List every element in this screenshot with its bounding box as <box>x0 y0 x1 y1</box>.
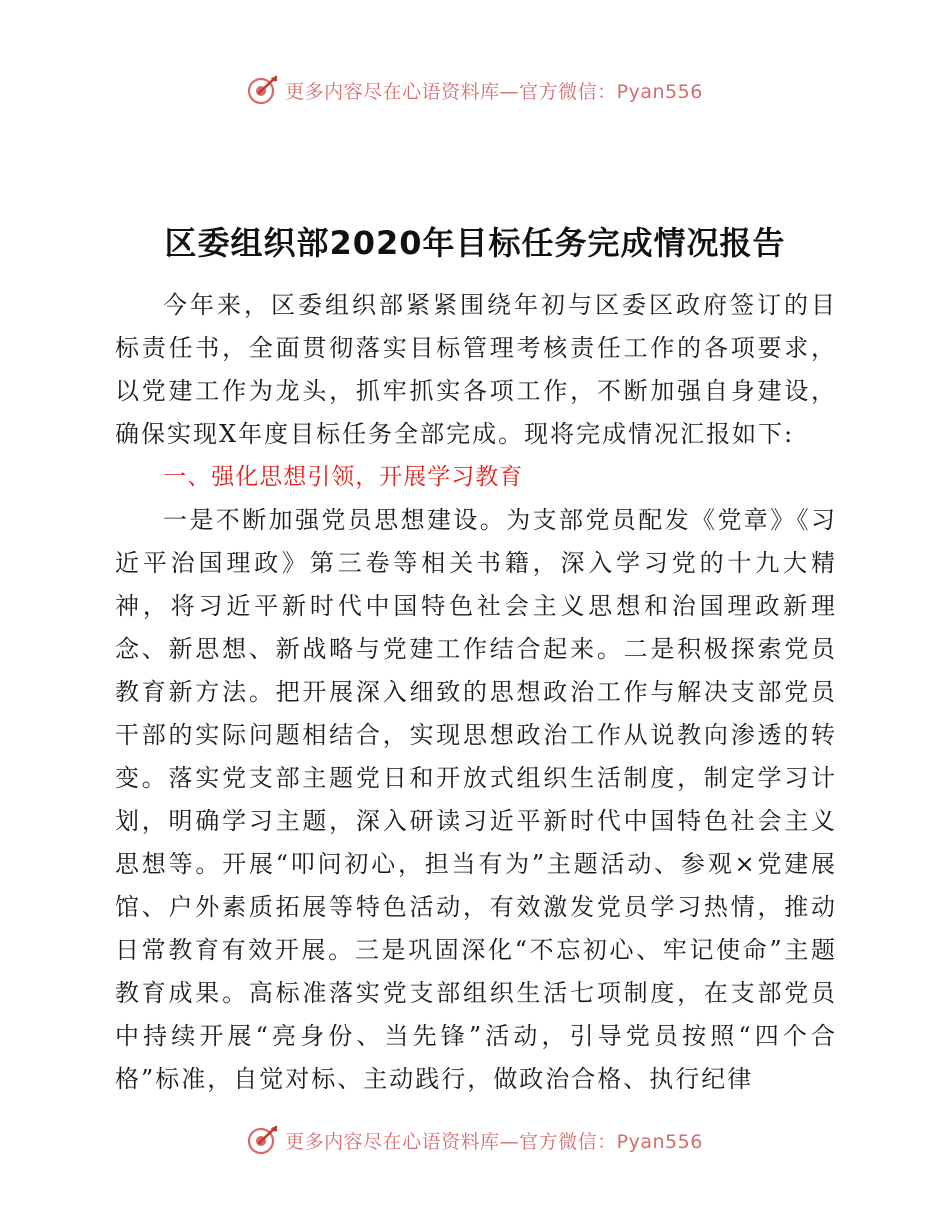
watermark-text: 更多内容尽在心语资料库—官方微信：Pyan556 <box>285 1130 703 1153</box>
section-heading: 一、强化思想引领，开展学习教育 <box>163 464 524 490</box>
intro-paragraph: 今年来，区委组织部紧紧围绕年初与区委区政府签订的目标责任书，全面贯彻落实目标管理考核责任工作的各项要求，以党建工作为龙头，抓牢抓实各项工作，不断加强自身建设，确保实现X年度目标任务全部完成。现将完成情况汇报如下: <box>115 291 837 448</box>
document-body <box>115 284 837 1101</box>
watermark-text: 更多内容尽在心语资料库—官方微信：Pyan556 <box>285 80 703 103</box>
feather-quill-icon <box>247 1124 279 1156</box>
section-paragraph: 一是不断加强党员思想建设。为支部党员配发《党章》《习近平治国理政》第三卷等相关书籍，深入学习党的十九大精神，将习近平新时代中国特色社会主义思想和治国理政新理念、新思想、新战略与党建工作结合起来。二是积极探索党员教育新方法。把开展深入细致的思想政治工作与解决支部党员干部的实际问题相结合，实现思想政治工作从说教向渗透的转变。落实党支部主题党日和开放式组织生活制度，制定学习计划，明确学习主题，深入研读习近平新时代中国特色社会主义思想等。开展“叩问初心，担当有为”主题活动、参观×党建展馆、户外素质拓展等特色活动，有效激发党员学习热情，推动日常教育有效开展。三是巩固深化“不忘初心、牢记使命”主题教育成果。高标准落实党支部组织生活七项制度，在支部党员中持续开展“亮身份、当先锋”活动，引导党员按照“四个合格”标准，自觉对标、主动践行，做政治合格、执行纪律 <box>115 506 837 1093</box>
feather-quill-icon <box>247 74 279 106</box>
header-watermark-banner <box>0 70 950 110</box>
document-title: 区委组织部2020年目标任务完成情况报告 <box>164 224 786 262</box>
footer-watermark-banner <box>0 1120 950 1160</box>
